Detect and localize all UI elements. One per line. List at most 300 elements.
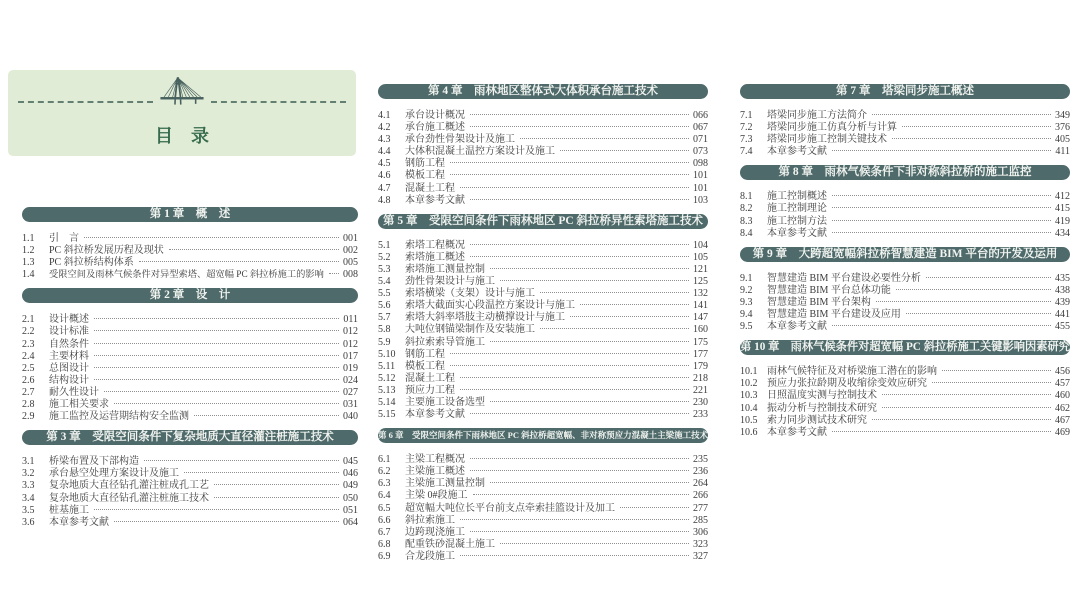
dot-leader-icon xyxy=(942,361,1051,371)
entry-page-number: 233 xyxy=(693,409,708,421)
dot-leader-icon xyxy=(104,382,339,392)
dot-leader-icon xyxy=(892,129,1051,139)
entry-label: 桥梁布置及下部构造 xyxy=(49,456,139,468)
dot-leader-icon xyxy=(470,117,689,127)
chapter-title-pill: 第 10 章 雨林气候条件对超宽幅 PC 斜拉桥施工关键影响因素研究 xyxy=(740,341,1070,354)
entry-number: 9.5 xyxy=(740,321,753,333)
entry-page-number: 008 xyxy=(343,269,358,281)
toc-banner xyxy=(8,70,356,156)
entry-number: 9.2 xyxy=(740,284,753,296)
entry-page-number: 277 xyxy=(693,502,708,514)
entry-number: 9.4 xyxy=(740,309,753,321)
dot-leader-icon xyxy=(460,510,689,520)
entry-label: 本章参考文献 xyxy=(405,194,465,206)
dot-leader-icon xyxy=(540,319,689,329)
entry-number: 4.6 xyxy=(378,170,391,182)
entry-number: 4.7 xyxy=(378,182,391,194)
entry-label: 桩基施工 xyxy=(49,504,89,516)
dot-leader-icon xyxy=(490,473,689,483)
entry-page-number: 051 xyxy=(343,504,358,516)
toc-column-3 xyxy=(740,84,1070,446)
entry-number: 8.2 xyxy=(740,203,753,215)
entry-page-number: 457 xyxy=(1055,378,1070,390)
dot-leader-icon xyxy=(896,280,1051,290)
chapter-title-pill: 第 6 章 受限空间条件下雨林地区 PC 斜拉桥超宽幅、非对称预应力混凝土主梁施工技术 xyxy=(378,428,708,443)
entry-page-number: 067 xyxy=(693,122,708,134)
entry-page-number: 001 xyxy=(343,233,358,244)
entry-page-number: 012 xyxy=(343,326,358,338)
entry-page-number: 434 xyxy=(1055,227,1070,239)
chapter-title-pill: 第 2 章 设 计 xyxy=(22,288,358,303)
entry-number: 5.1 xyxy=(378,239,391,251)
entry-page-number: 049 xyxy=(343,480,358,492)
entry-page-number: 230 xyxy=(693,396,708,408)
dot-leader-icon xyxy=(470,404,689,414)
entry-label: 本章参考文献 xyxy=(767,321,827,333)
dot-leader-icon xyxy=(470,522,689,532)
dot-leader-icon xyxy=(490,259,689,269)
entry-label: 塔梁同步施工方法简介 xyxy=(767,110,867,121)
entry-label: 本章参考文献 xyxy=(49,516,109,528)
dot-leader-icon xyxy=(560,141,689,151)
entry-number: 5.8 xyxy=(378,324,391,336)
dot-leader-icon xyxy=(832,141,1051,151)
dot-leader-icon xyxy=(832,422,1051,432)
entry-label: 主梁施工概述 xyxy=(405,466,465,478)
entry-page-number: 011 xyxy=(343,314,358,326)
entry-label: 索塔施工测量控制 xyxy=(405,263,485,275)
entry-number: 6.4 xyxy=(378,490,391,502)
entry-label: 振动分析与控制技术研究 xyxy=(767,402,877,414)
toc-entry xyxy=(740,226,1070,238)
chapter-title-pill: 第 1 章 概 述 xyxy=(22,207,358,222)
entry-number: 5.15 xyxy=(378,409,396,421)
entry-label: 受限空间及雨林气候条件对异型索塔、超宽幅 PC 斜拉桥施工的影响 xyxy=(49,270,324,281)
entry-page-number: 064 xyxy=(343,516,358,528)
entry-number: 4.2 xyxy=(378,122,391,134)
toc-column-1 xyxy=(22,207,358,536)
dot-leader-icon xyxy=(144,451,339,461)
entry-label: 复杂地质大直径钻孔灌注桩施工技术 xyxy=(49,492,209,504)
entry-label: 主梁 0#段施工 xyxy=(405,490,468,502)
dot-leader-icon xyxy=(94,309,339,319)
entry-number: 10.4 xyxy=(740,402,758,414)
entry-number: 5.9 xyxy=(378,336,391,348)
dot-leader-icon xyxy=(460,546,689,556)
entry-number: 10.6 xyxy=(740,426,758,438)
entry-label: 引 言 xyxy=(49,233,79,244)
entry-number: 10.1 xyxy=(740,366,758,378)
dot-leader-icon xyxy=(450,356,689,366)
toc-chapter xyxy=(378,84,708,205)
dot-leader-icon xyxy=(94,346,339,356)
dot-leader-icon xyxy=(114,394,339,404)
dot-leader-icon xyxy=(832,211,1051,221)
dot-leader-icon xyxy=(460,178,689,188)
entry-page-number: 101 xyxy=(693,170,708,182)
entry-page-number: 376 xyxy=(1055,122,1070,134)
dot-leader-icon xyxy=(94,358,339,368)
entry-label: 主梁施工测量控制 xyxy=(405,478,485,490)
entry-label: 复杂地质大直径钻孔灌注桩成孔工艺 xyxy=(49,480,209,492)
entry-label: 预应力张拉龄期及收缩徐变效应研究 xyxy=(767,378,927,390)
entry-number: 4.3 xyxy=(378,134,391,146)
dot-leader-icon xyxy=(620,498,689,508)
chapter-title-pill: 第 5 章 受限空间条件下雨林地区 PC 斜拉桥异性索塔施工技术 xyxy=(378,214,708,229)
entry-page-number: 147 xyxy=(693,312,708,324)
toc-entry xyxy=(378,549,708,561)
dashed-rule-left xyxy=(18,101,153,103)
entry-number: 1.4 xyxy=(22,269,35,281)
entry-label: 施工控制理论 xyxy=(767,203,827,215)
entry-number: 6.2 xyxy=(378,466,391,478)
entry-number: 3.3 xyxy=(22,480,35,492)
dot-leader-icon xyxy=(470,190,689,200)
entry-page-number: 050 xyxy=(343,492,358,504)
entry-label: 智慧建造 BIM 平台建设必要性分析 xyxy=(767,272,921,284)
entry-page-number: 066 xyxy=(693,110,708,121)
entry-number: 10.2 xyxy=(740,378,758,390)
toc-chapter xyxy=(22,288,358,421)
entry-number: 4.5 xyxy=(378,158,391,170)
entry-label: 智慧建造 BIM 平台建设及应用 xyxy=(767,309,901,321)
entry-number: 6.6 xyxy=(378,514,391,526)
entry-page-number: 415 xyxy=(1055,203,1070,215)
entry-page-number: 221 xyxy=(693,384,708,396)
entry-label: 本章参考文献 xyxy=(767,146,827,158)
entry-page-number: 046 xyxy=(343,468,358,480)
dot-leader-icon xyxy=(169,240,339,250)
entry-page-number: 177 xyxy=(693,348,708,360)
entry-number: 5.2 xyxy=(378,251,391,263)
dot-leader-icon xyxy=(214,488,339,498)
toc-entry xyxy=(378,193,708,205)
entry-label: 主要施工设备选型 xyxy=(405,396,485,408)
entry-number: 7.3 xyxy=(740,134,753,146)
entry-label: 斜拉索索导管施工 xyxy=(405,336,485,348)
entry-label: 本章参考文献 xyxy=(767,227,827,239)
entry-label: 承台悬空处理方案设计及施工 xyxy=(49,468,179,480)
entry-page-number: 160 xyxy=(693,324,708,336)
toc-chapter xyxy=(740,247,1070,331)
entry-label: PC 斜拉桥结构体系 xyxy=(49,257,134,269)
dot-leader-icon xyxy=(500,271,689,281)
dot-leader-icon xyxy=(184,463,339,473)
entry-label: 索塔大斜率塔肢主动横撑设计与施工 xyxy=(405,312,565,324)
toc-chapter xyxy=(378,214,708,419)
entry-number: 6.8 xyxy=(378,538,391,550)
entry-label: 索塔施工概述 xyxy=(405,251,465,263)
entry-label: 劲性骨架设计与施工 xyxy=(405,276,495,288)
entry-number: 2.3 xyxy=(22,338,35,350)
entry-page-number: 469 xyxy=(1055,426,1070,438)
entry-page-number: 101 xyxy=(693,182,708,194)
entry-page-number: 104 xyxy=(693,239,708,251)
toc-entry xyxy=(740,144,1070,156)
entry-number: 5.12 xyxy=(378,372,396,384)
entry-page-number: 027 xyxy=(343,386,358,398)
dot-leader-icon xyxy=(500,534,689,544)
toc-chapter xyxy=(740,340,1070,437)
entry-number: 3.4 xyxy=(22,492,35,504)
entry-label: 耐久性设计 xyxy=(49,386,99,398)
entry-page-number: 019 xyxy=(343,362,358,374)
entry-label: 本章参考文献 xyxy=(767,426,827,438)
entry-page-number: 419 xyxy=(1055,215,1070,227)
entry-label: 雨林气候特征及对桥梁施工潜在的影响 xyxy=(767,366,937,378)
entry-number: 2.2 xyxy=(22,326,35,338)
entry-label: 索力同步测试技术研究 xyxy=(767,414,867,426)
dot-leader-icon xyxy=(520,129,689,139)
entry-number: 9.3 xyxy=(740,296,753,308)
entry-page-number: 264 xyxy=(693,478,708,490)
entry-page-number: 467 xyxy=(1055,414,1070,426)
entry-number: 3.2 xyxy=(22,468,35,480)
dot-leader-icon xyxy=(114,512,339,522)
entry-label: 设计概述 xyxy=(49,314,89,326)
chapter-title-pill: 第 3 章 受限空间条件下复杂地质大直径灌注桩施工技术 xyxy=(22,430,358,445)
entry-label: 施工控制方法 xyxy=(767,215,827,227)
dot-leader-icon xyxy=(329,264,339,274)
dot-leader-icon xyxy=(450,165,689,175)
entry-number: 8.3 xyxy=(740,215,753,227)
dot-leader-icon xyxy=(832,198,1051,208)
dot-leader-icon xyxy=(94,500,339,510)
entry-label: 斜拉索施工 xyxy=(405,514,455,526)
entry-label: 施工相关要求 xyxy=(49,399,109,411)
dot-leader-icon xyxy=(872,105,1051,115)
entry-label: 模板工程 xyxy=(405,360,445,372)
entry-page-number: 456 xyxy=(1055,366,1070,378)
entry-label: PC 斜拉桥发展历程及现状 xyxy=(49,245,164,257)
dot-leader-icon xyxy=(460,380,689,390)
toc-chapter xyxy=(22,207,358,279)
entry-page-number: 105 xyxy=(693,251,708,263)
entry-number: 5.6 xyxy=(378,300,391,312)
dot-leader-icon xyxy=(876,292,1051,302)
entry-number: 2.7 xyxy=(22,386,35,398)
entry-number: 4.8 xyxy=(378,194,391,206)
entry-label: 索塔工程概况 xyxy=(405,239,465,251)
dot-leader-icon xyxy=(926,268,1051,278)
entry-label: 设计标准 xyxy=(49,326,89,338)
dot-leader-icon xyxy=(450,153,689,163)
entry-page-number: 441 xyxy=(1055,309,1070,321)
entry-label: 施工监控及运营期结构安全监测 xyxy=(49,411,189,423)
entry-number: 9.1 xyxy=(740,272,753,284)
dot-leader-icon xyxy=(94,334,339,344)
entry-label: 钢筋工程 xyxy=(405,348,445,360)
entry-page-number: 175 xyxy=(693,336,708,348)
dot-leader-icon xyxy=(470,247,689,257)
entry-page-number: 179 xyxy=(693,360,708,372)
entry-page-number: 236 xyxy=(693,466,708,478)
entry-number: 7.4 xyxy=(740,146,753,158)
entry-page-number: 323 xyxy=(693,538,708,550)
entry-label: 自然条件 xyxy=(49,338,89,350)
entry-page-number: 012 xyxy=(343,338,358,350)
entry-page-number: 412 xyxy=(1055,191,1070,203)
entry-number: 3.6 xyxy=(22,516,35,528)
dot-leader-icon xyxy=(570,307,689,317)
dot-leader-icon xyxy=(139,252,339,262)
entry-number: 4.1 xyxy=(378,110,391,121)
entry-number: 3.1 xyxy=(22,456,35,468)
dot-leader-icon xyxy=(84,228,339,238)
entry-page-number: 141 xyxy=(693,300,708,312)
entry-page-number: 411 xyxy=(1055,146,1070,158)
entry-page-number: 235 xyxy=(693,454,708,466)
dot-leader-icon xyxy=(906,304,1051,314)
entry-page-number: 045 xyxy=(343,456,358,468)
toc-entry xyxy=(740,319,1070,331)
logo-row xyxy=(18,75,346,115)
toc-column-2 xyxy=(378,84,708,570)
entry-label: 主要材料 xyxy=(49,350,89,362)
entry-page-number: 327 xyxy=(693,550,708,562)
entry-label: 索塔大截面实心段温控方案设计与施工 xyxy=(405,300,575,312)
entry-page-number: 040 xyxy=(343,411,358,423)
entry-number: 5.13 xyxy=(378,384,396,396)
entry-number: 1.1 xyxy=(22,233,35,244)
toc-chapter xyxy=(740,165,1070,237)
entry-label: 总图设计 xyxy=(49,362,89,374)
entry-number: 10.3 xyxy=(740,390,758,402)
entry-number: 8.4 xyxy=(740,227,753,239)
chapter-title-pill: 第 4 章 雨林地区整体式大体积承台施工技术 xyxy=(378,84,708,99)
entry-page-number: 438 xyxy=(1055,284,1070,296)
entry-label: 混凝土工程 xyxy=(405,372,455,384)
toc-entry xyxy=(22,255,358,267)
dot-leader-icon xyxy=(460,368,689,378)
entry-page-number: 349 xyxy=(1055,110,1070,121)
toc-entry xyxy=(22,515,358,527)
entry-label: 施工控制概述 xyxy=(767,191,827,203)
entry-number: 6.1 xyxy=(378,454,391,466)
dot-leader-icon xyxy=(902,117,1051,127)
entry-page-number: 125 xyxy=(693,276,708,288)
dot-leader-icon xyxy=(832,186,1051,196)
dashed-rule-right xyxy=(211,101,346,103)
entry-number: 5.7 xyxy=(378,312,391,324)
entry-page-number: 462 xyxy=(1055,402,1070,414)
dot-leader-icon xyxy=(882,385,1051,395)
toc-chapter xyxy=(22,430,358,527)
entry-number: 6.5 xyxy=(378,502,391,514)
dot-leader-icon xyxy=(490,332,689,342)
entry-label: 配重铁砂混凝土施工 xyxy=(405,538,495,550)
entry-label: 模板工程 xyxy=(405,170,445,182)
entry-number: 7.1 xyxy=(740,110,753,121)
dot-leader-icon xyxy=(470,235,689,245)
dot-leader-icon xyxy=(580,295,689,305)
entry-label: 塔梁同步施工控制关键技术 xyxy=(767,134,887,146)
entry-number: 2.5 xyxy=(22,362,35,374)
entry-number: 6.3 xyxy=(378,478,391,490)
entry-page-number: 306 xyxy=(693,526,708,538)
dot-leader-icon xyxy=(94,321,339,331)
entry-label: 边跨现浇施工 xyxy=(405,526,465,538)
entry-page-number: 218 xyxy=(693,372,708,384)
entry-label: 大体积混凝土温控方案设计及施工 xyxy=(405,146,555,158)
dot-leader-icon xyxy=(194,406,339,416)
entry-page-number: 005 xyxy=(343,257,358,269)
entry-label: 智慧建造 BIM 平台总体功能 xyxy=(767,284,891,296)
entry-page-number: 073 xyxy=(693,146,708,158)
entry-number: 2.4 xyxy=(22,350,35,362)
dot-leader-icon xyxy=(882,398,1051,408)
entry-page-number: 132 xyxy=(693,288,708,300)
entry-number: 2.6 xyxy=(22,374,35,386)
entry-label: 索塔横梁（支架）设计与施工 xyxy=(405,288,535,300)
entry-page-number: 002 xyxy=(343,245,358,257)
dot-leader-icon xyxy=(450,344,689,354)
toc-chapter xyxy=(378,428,708,561)
toc-entry xyxy=(22,267,358,279)
dot-leader-icon xyxy=(490,392,689,402)
entry-label: 超宽幅大吨位长平台前支点牵索挂篮设计及加工 xyxy=(405,502,615,514)
entry-page-number: 266 xyxy=(693,490,708,502)
entry-label: 塔梁同步施工仿真分析与计算 xyxy=(767,122,897,134)
dot-leader-icon xyxy=(872,410,1051,420)
entry-number: 8.1 xyxy=(740,191,753,203)
page-title: 目 录 xyxy=(155,125,209,146)
chapter-title-pill: 第 8 章 雨林气候条件下非对称斜拉桥的施工监控 xyxy=(740,165,1070,180)
entry-label: 合龙段施工 xyxy=(405,550,455,562)
entry-label: 智慧建造 BIM 平台架构 xyxy=(767,296,871,308)
entry-label: 主梁工程概况 xyxy=(405,454,465,466)
entry-page-number: 435 xyxy=(1055,272,1070,284)
entry-number: 7.2 xyxy=(740,122,753,134)
entry-number: 6.9 xyxy=(378,550,391,562)
dot-leader-icon xyxy=(832,316,1051,326)
entry-page-number: 439 xyxy=(1055,296,1070,308)
entry-number: 2.1 xyxy=(22,314,35,326)
entry-number: 4.4 xyxy=(378,146,391,158)
chapter-title-pill: 第 9 章 大跨超宽幅斜拉桥智慧建造 BIM 平台的开发及运用 xyxy=(740,247,1070,262)
chapter-title-pill: 第 7 章 塔梁同步施工概述 xyxy=(740,84,1070,99)
entry-page-number: 098 xyxy=(693,158,708,170)
entry-page-number: 460 xyxy=(1055,390,1070,402)
dot-leader-icon xyxy=(540,283,689,293)
entry-label: 本章参考文献 xyxy=(405,409,465,421)
entry-label: 承台施工概述 xyxy=(405,122,465,134)
entry-number: 3.5 xyxy=(22,504,35,516)
toc-entry xyxy=(22,409,358,421)
dot-leader-icon xyxy=(94,370,339,380)
entry-label: 结构设计 xyxy=(49,374,89,386)
dot-leader-icon xyxy=(932,373,1051,383)
entry-number: 5.4 xyxy=(378,276,391,288)
entry-page-number: 031 xyxy=(343,399,358,411)
entry-page-number: 071 xyxy=(693,134,708,146)
entry-number: 10.5 xyxy=(740,414,758,426)
entry-page-number: 455 xyxy=(1055,321,1070,333)
entry-page-number: 405 xyxy=(1055,134,1070,146)
entry-page-number: 285 xyxy=(693,514,708,526)
entry-number: 1.2 xyxy=(22,245,35,257)
entry-number: 5.10 xyxy=(378,348,396,360)
entry-number: 6.7 xyxy=(378,526,391,538)
entry-label: 预应力工程 xyxy=(405,384,455,396)
entry-number: 5.11 xyxy=(378,360,396,372)
entry-number: 2.8 xyxy=(22,399,35,411)
entry-label: 混凝土工程 xyxy=(405,182,455,194)
cable-stayed-bridge-icon xyxy=(159,75,205,114)
entry-number: 1.3 xyxy=(22,257,35,269)
entry-label: 大吨位钢锚梁制作及安装施工 xyxy=(405,324,535,336)
entry-label: 日照温度实测与控制技术 xyxy=(767,390,877,402)
